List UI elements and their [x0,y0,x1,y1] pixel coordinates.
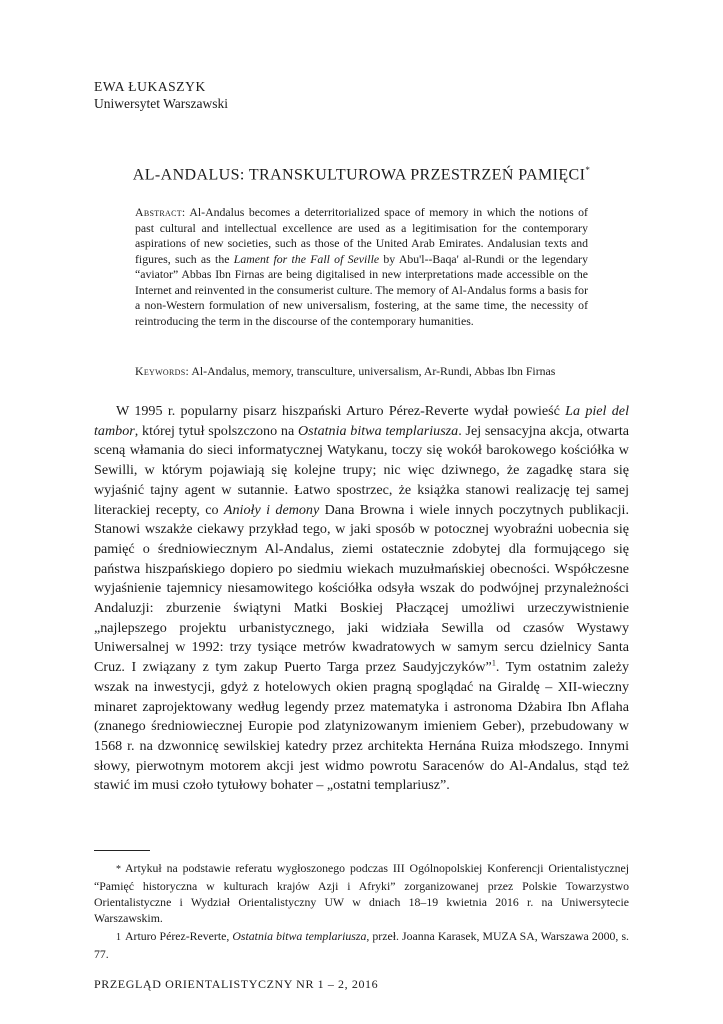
article-title-text: AL-ANDALUS: TRANSKULTUROWA PRZESTRZEŃ PAMIĘCI [132,166,586,184]
footnote-italic-title: Ostatnia bitwa templariusza [232,929,367,943]
body-italic-2: Ostatnia bitwa templariusza [297,422,459,439]
footnotes [94,860,629,964]
article-title [94,160,629,185]
footnote-marker: 1 [116,932,121,943]
keywords-text: Al-Andalus, memory, transculture, universalism, Ar-Rundi, Abbas Ibn Firnas [189,364,556,378]
body-paragraph [94,402,629,796]
keywords [135,364,595,380]
body-text-3: . Jej sensacyjna akcja, otwarta sceną włamania do sieci informatycznej Watykanu, toczy się wokół barokowego kościółka w Sewilli, w którym pojawiają się kolejne trupy; nic więc dziwnego, że zagadkę stara się wyjaśnić tajny agent w sutannie. Łatwo spostrzec, że książka stanowi realizację tej samej literackiej recepty, co [94,422,630,518]
abstract-text-1: Al-Andalus becomes a deterritorialized space of memory in which the notions of past cultural and intellectual excellence are used as a legitimisation for the contemporary aspirations of new societies, such as those of the United Arab Emirates. Andalusian texts and figures, such as the [135,205,588,266]
footnote-item [94,928,629,962]
footnote-text: Artykuł na podstawie referatu wygłoszonego podczas III Ogólnopolskiej Konferencji Orientalistycznej “Pamięć historyczna w kulturach krajów Azji i Afryki” zorganizowanej przez Polskie Towarzystwo Orientalistyczne i Wydział Orientalistyczny UW w dniach 18–19 kwietnia 2016 r. na Uniwersytecie Warszawskim. [94,861,629,925]
abstract-label: Abstract: [135,205,186,219]
footnote-text-pre: Arturo Pérez-Reverte, [125,929,233,943]
title-footnote-marker[interactable]: * [585,165,591,175]
abstract-text-2: by Abu'l--Baqa' al-Rundi or the legendary “aviator” Abbas Ibn Firnas are being digitalised in new interpretations made accessible on the Internet and reinvented in the consumerist culture. The memory of Al-Andalus forms a basis for a non-Western formulation of new universalism, fostering, at the same time, the necessity of reintroducing the term in the discourse of the contemporary humanities. [135,251,589,328]
author-name: EWA ŁUKASZYK [94,79,206,94]
body-italic-1: La piel del tambor [94,403,629,439]
abstract-italic-title: Lament for the Fall of Seville [233,251,380,266]
body-text-1: W 1995 r. popularny pisarz hiszpański Arturo Pérez-Reverte wydał powieść [116,403,566,419]
author-affiliation: Uniwersytet Warszawski [94,96,229,111]
body-text-5: . Tym ostatnim zależy wszak na inwestycji, gdyż z hotelowych okien pragną spoglądać na Giraldę – XII-wieczny minaret zaprojektowany według legendy przez matematyka i astronoma Dżabira Ibn Aflaha (znanego średniowiecznej Europie pod zlatynizowanym imieniem Geber), przebudowany w 1568 r. na dzwonnicę sewilskiej katedry przez architekta Hernána Ruiza młodszego. Innymi słowy, pierwotnym motorem akcji jest widmo powrotu Saracenów do Al-Andalus, stąd też stawić im musi czoło tytułowy bohater – „ostatni templariusz”. [94,659,629,794]
keywords-label: Keywords: [135,364,190,378]
body-italic-3: Anioły i demony [223,501,320,518]
body-text-2: , której tytuł spolszczono na [134,422,298,439]
footnote-divider [94,850,150,851]
body-text-4: Dana Browna i wiele innych poczytnych publikacji. Stanowi wszakże ciekawy przykład tego, w jaki sposób w potocznej wyobraźni uobecnia się pamięć o średniowiecznym Al-Andalus, ziemi ostatecznie zdobytej dla formującego się państwa hiszpańskiego dopiero po siedmiu wiekach muzułmańskiej obecności. Współczesne wyjaśnienie tajemnicy niesamowitego kościółka odsyła wszak do podwójnej przynależności Andaluzji: zburzenie świątyni Matki Boskiej Płaczącej umożliwi urzeczywistnienie „najlepszego projektu urbanistycznego, jaki widziała Sewilla od czasów Wystawy Uniwersalnej w 1992: trzy tysiące metrów kwadratowych w samym sercu dzielnicy Santa Cruz. I związany z tym zakup Puerto Targa przez Saudyjczyków” [94,501,629,676]
author-block [94,78,228,112]
abstract [135,205,588,329]
footnote-item [94,860,629,926]
footnote-marker: * [116,864,121,875]
journal-footer: PRZEGLĄD ORIENTALISTYCZNY NR 1 – 2, 2016 [94,977,379,991]
body-footnote-ref-1[interactable]: 1 [491,658,496,668]
footnote-text-post: , przeł. Joanna Karasek, MUZA SA, Warszawa 2000, s. 77. [94,929,629,961]
